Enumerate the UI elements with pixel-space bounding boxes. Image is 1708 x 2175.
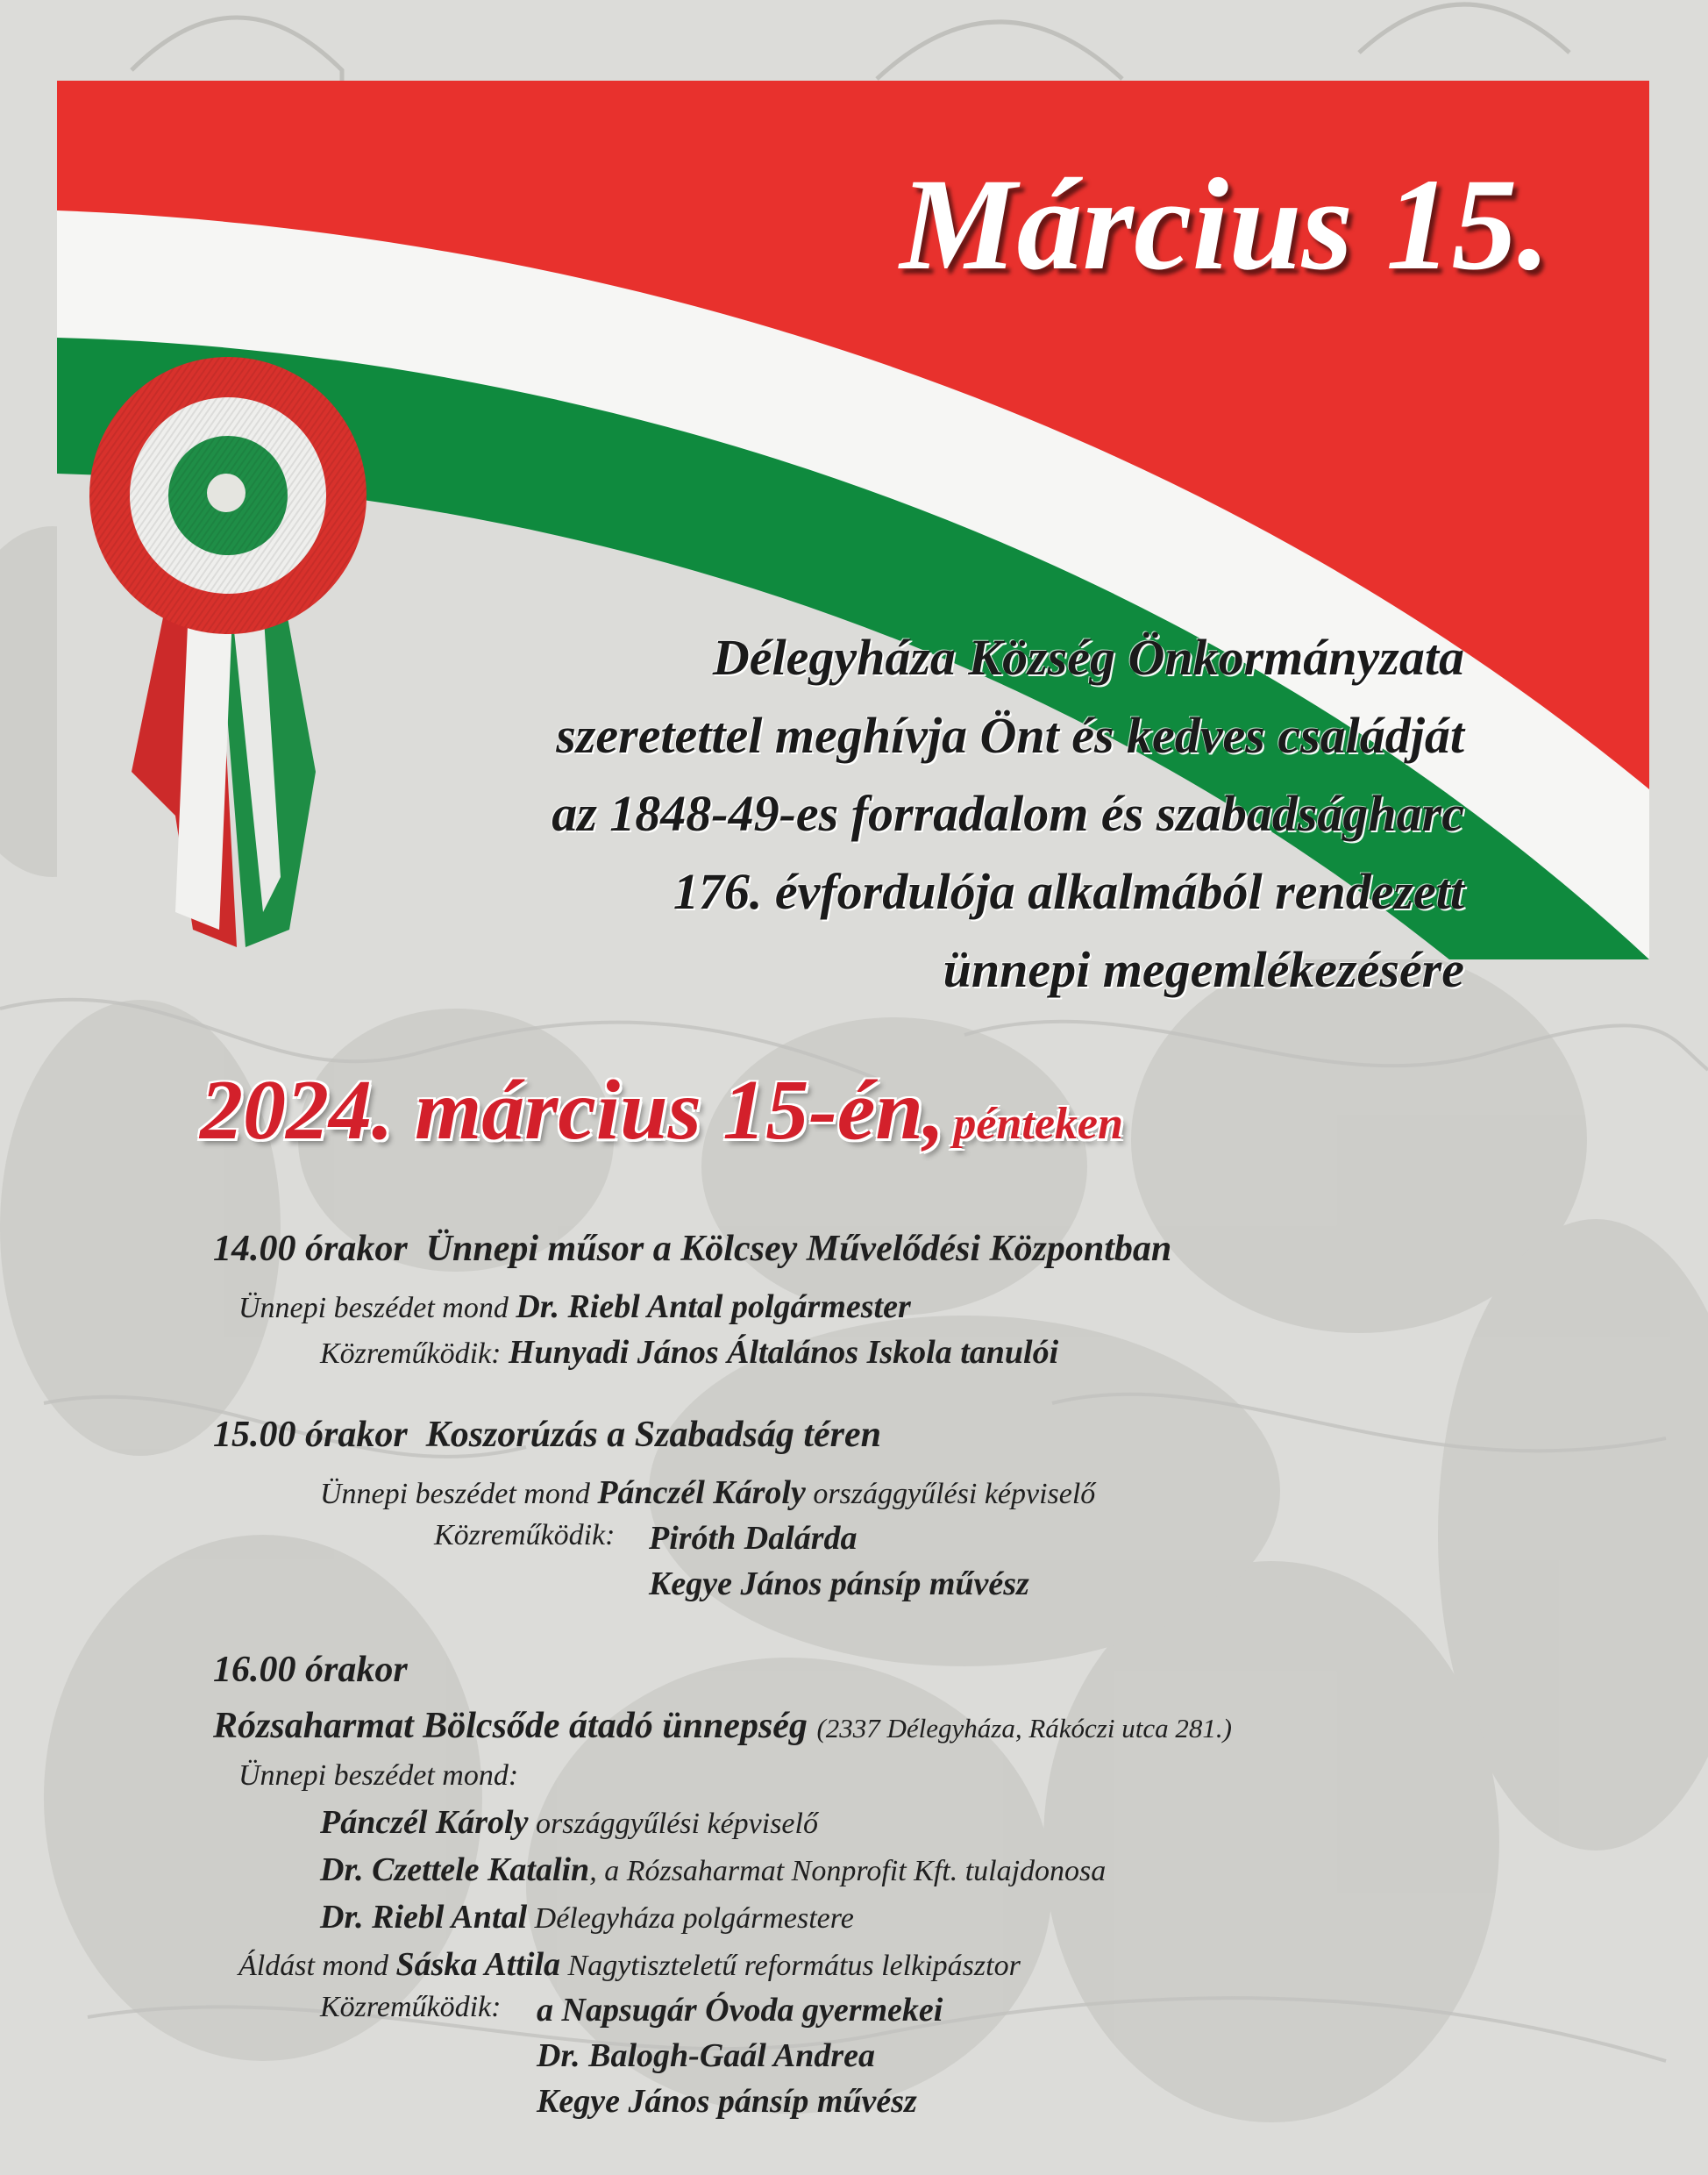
speech-label: Ünnepi beszédet mond xyxy=(320,1478,590,1510)
blessing-role: Nagytiszteletű református lelkipásztor xyxy=(567,1950,1021,1982)
event-1-contrib xyxy=(320,1333,1058,1372)
speaker-name: Dr. Riebl Antal polgármester xyxy=(516,1288,911,1325)
event-time: 15.00 órakor xyxy=(213,1415,408,1455)
blessing-name: Sáska Attila xyxy=(395,1946,561,1983)
contrib-name: Kegye János pánsíp művész xyxy=(649,1565,1029,1602)
event-2-speech xyxy=(320,1473,1095,1512)
contrib-name: Hunyadi János Általános Iskola tanulói xyxy=(508,1334,1059,1371)
contrib-name: Kegye János pánsíp művész xyxy=(537,2083,917,2120)
invitation-line: ünnepi megemlékezésére xyxy=(943,941,1464,998)
speaker-name: Dr. Riebl Antal xyxy=(320,1899,528,1936)
event-title: Rózsaharmat Bölcsőde átadó ünnepség xyxy=(213,1706,808,1746)
speaker-role: , a Rózsaharmat Nonprofit Kft. tulajdonosa xyxy=(589,1855,1107,1887)
speech-label: Ünnepi beszédet mond xyxy=(238,1292,509,1324)
invitation-line: szeretettel meghívja Önt és kedves családját xyxy=(556,707,1464,764)
speaker-role: országgyűlési képviselő xyxy=(813,1478,1096,1510)
event-3-speech-label: Ünnepi beszédet mond: xyxy=(238,1759,519,1792)
invitation-line: 176. évfordulója alkalmából rendezett xyxy=(673,863,1464,920)
contrib-name: Piróth Dalárda xyxy=(649,1520,858,1557)
event-title: Koszorúzás a Szabadság téren xyxy=(425,1415,882,1455)
invitation-line: Délegyháza Község Önkormányzata xyxy=(712,629,1464,686)
page-title: Március 15. xyxy=(900,152,1550,297)
event-3-speaker-1 xyxy=(320,1803,818,1842)
event-3-contrib-3 xyxy=(537,2082,917,2121)
event-3-heading xyxy=(213,1705,1232,1747)
contrib-name: a Napsugár Óvoda gyermekei xyxy=(537,1992,943,2029)
event-3-contrib-label: Közreműködik: xyxy=(320,1991,502,2023)
speaker-role: Délegyháza polgármestere xyxy=(534,1902,854,1935)
speaker-name: Pánczél Károly xyxy=(320,1804,529,1841)
event-3-blessing xyxy=(238,1945,1021,1984)
blessing-label: Áldást mond xyxy=(238,1950,388,1982)
event-3-contrib-1 xyxy=(537,1991,943,2029)
event-2-contrib-1 xyxy=(649,1519,858,1558)
event-2-contrib-2 xyxy=(649,1565,1029,1603)
event-1-heading xyxy=(213,1228,1171,1270)
invitation-text xyxy=(237,618,1464,1009)
event-time: 14.00 órakor xyxy=(213,1229,408,1269)
event-title: Ünnepi műsor a Kölcsey Művelődési Központban xyxy=(425,1229,1172,1269)
speaker-name: Pánczél Károly xyxy=(597,1474,806,1511)
contrib-label: Közreműködik: xyxy=(320,1337,502,1370)
speaker-role: országgyűlési képviselő xyxy=(535,1808,818,1840)
event-date xyxy=(200,1061,1123,1159)
event-address: (2337 Délegyháza, Rákóczi utca 281.) xyxy=(816,1713,1232,1744)
event-1-speech xyxy=(238,1287,911,1326)
event-3-speaker-3 xyxy=(320,1898,854,1936)
event-3-contrib-2 xyxy=(537,2036,875,2075)
event-2-heading xyxy=(213,1414,881,1456)
event-3-speaker-2 xyxy=(320,1851,1106,1889)
event-date-text: 2024. március 15-én, xyxy=(200,1063,945,1158)
event-day: pénteken xyxy=(953,1099,1123,1149)
event-3-time: 16.00 órakor xyxy=(213,1650,408,1690)
invitation-line: az 1848-49-es forradalom és szabadságharc xyxy=(552,785,1464,842)
speaker-name: Dr. Czettele Katalin xyxy=(320,1851,590,1888)
event-2-contrib-label: Közreműködik: xyxy=(434,1519,616,1551)
contrib-name: Dr. Balogh-Gaál Andrea xyxy=(537,2037,876,2074)
